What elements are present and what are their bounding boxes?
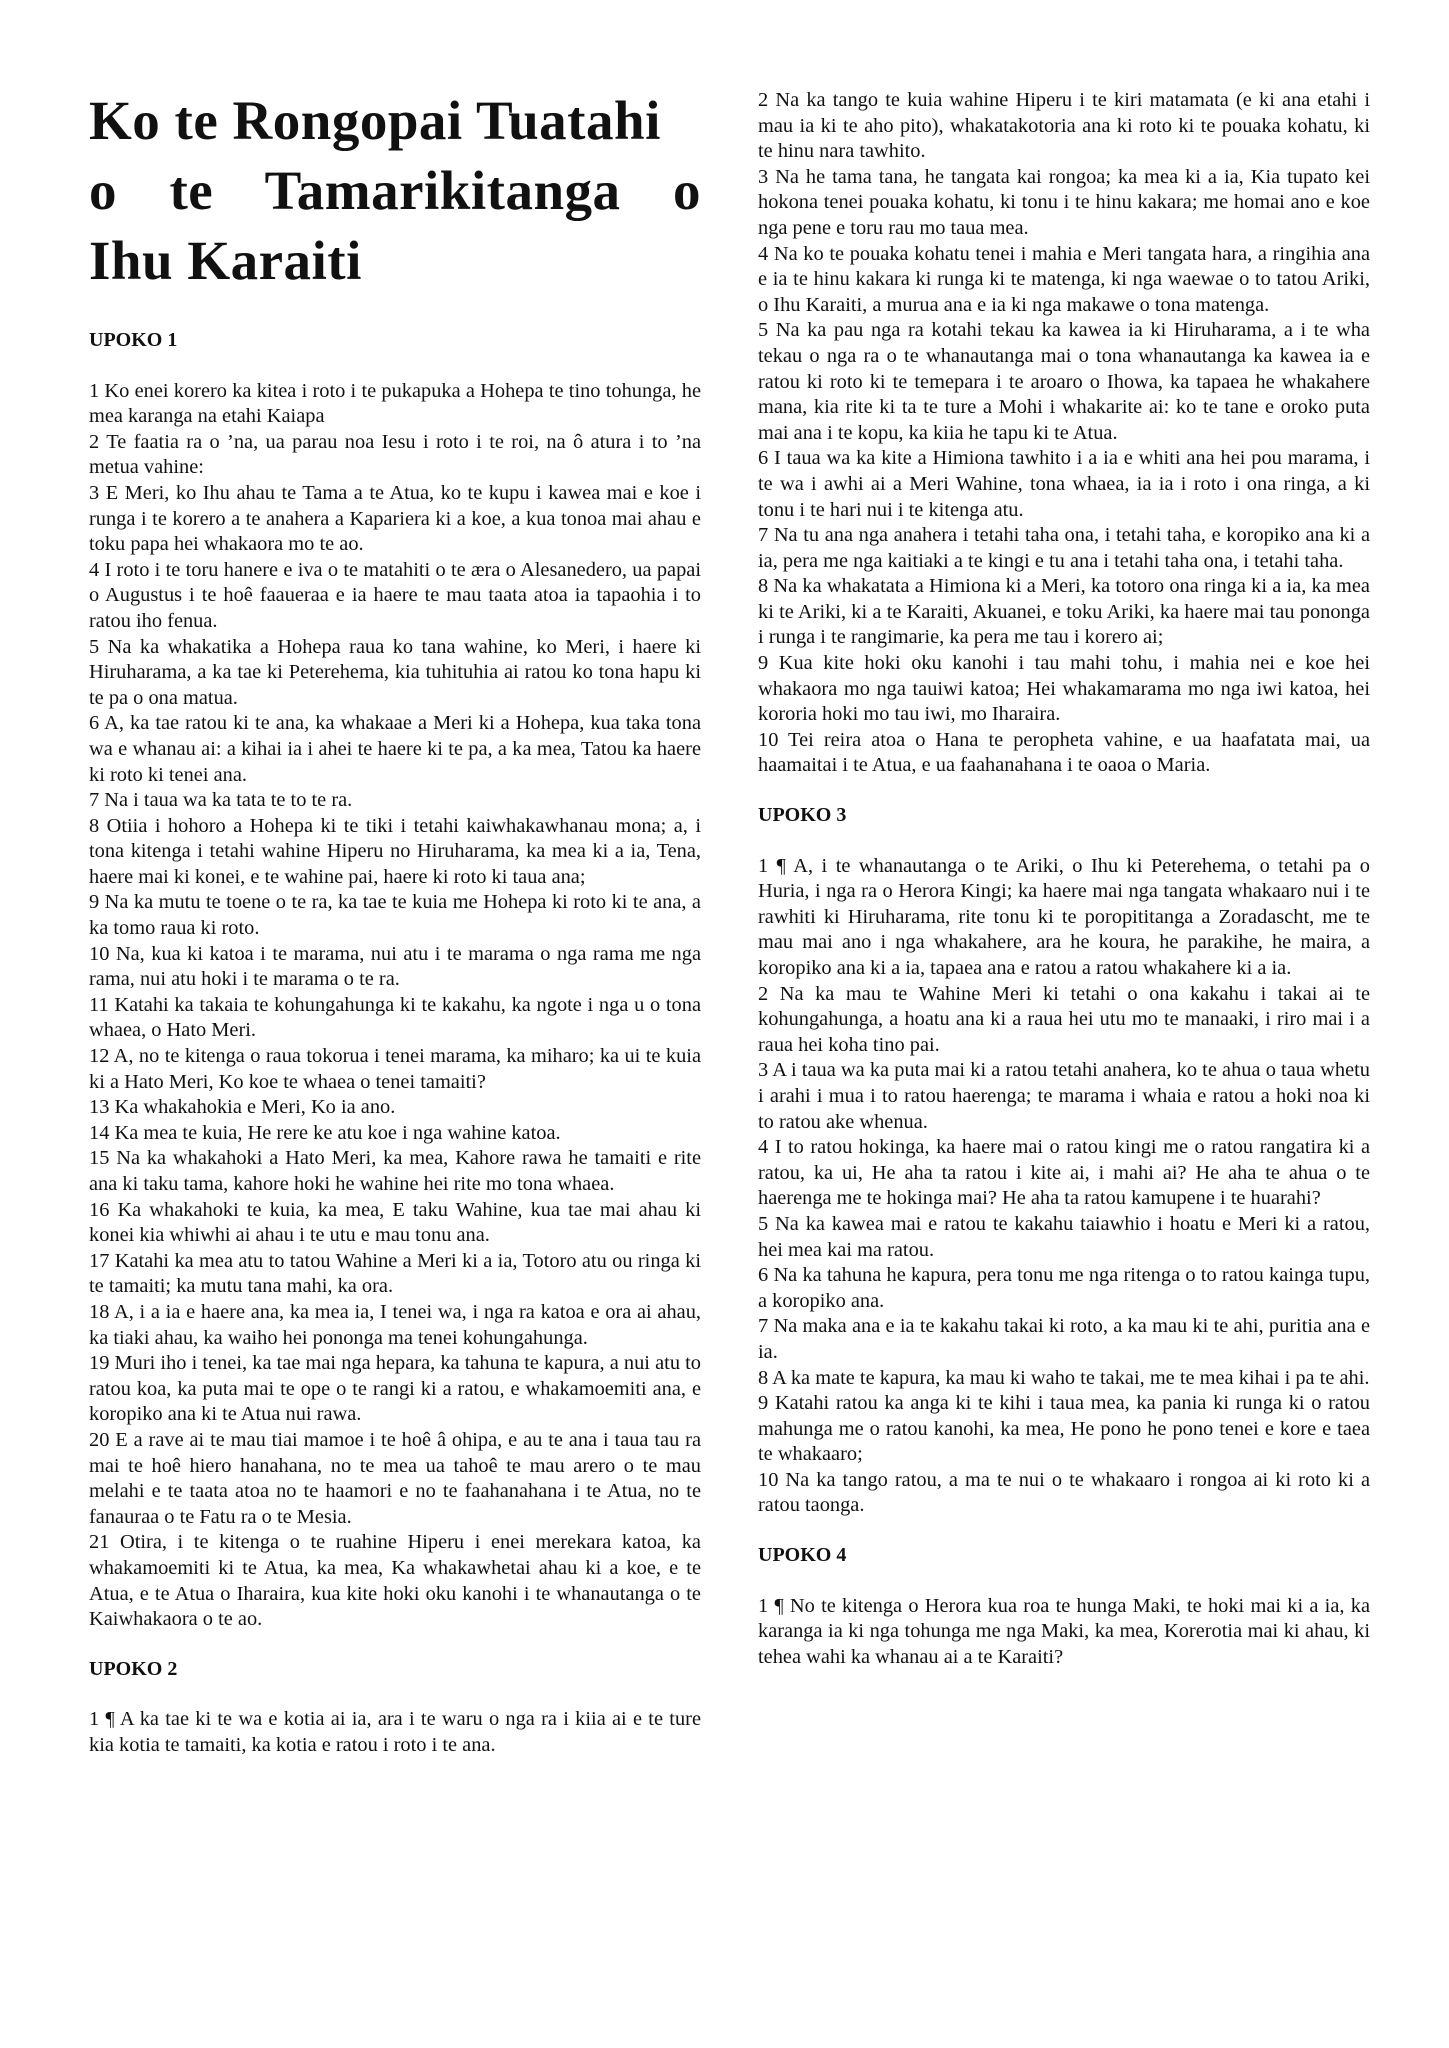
verse: 8 A ka mate te kapura, ka mau ki waho te takai, me te mea kihai i pa te ahi. bbox=[758, 1366, 1370, 1389]
chapter-4 bbox=[758, 1543, 1370, 1670]
verse: 14 Ka mea te kuia, He rere ke atu koe i nga wahine katoa. bbox=[89, 1121, 561, 1144]
verse: 17 Katahi ka mea atu to tatou Wahine a Meri ki a ia, Totoro atu ou ringa ki te tamaiti; ka mutu tana mahi, ka ora. bbox=[89, 1249, 701, 1298]
verse: 8 Otiia i hohoro a Hohepa ki te tiki i tetahi kaiwhakawhanau mona; a, i tona kitenga i tetahi wahine Hiperu no Hiruharama, ka mea ki a ia, Tena, haere mai ki konei, e te wahine pai, haere ki roto ki taua ana; bbox=[89, 814, 701, 888]
verse: 6 I taua wa ka kite a Himiona tawhito i a ia e whiti ana hei pou marama, i te wa i awhi ai a Meri Wahine, tona whaea, ia ia i roto i ona ringa, a ki tonu i te hari nui i te kitenga atu. bbox=[758, 447, 1370, 521]
verse: 3 Na he tama tana, he tangata kai rongoa; ka mea ki a ia, Kia tupato kei hokona tenei pouaka kohatu, ki tonu i te hinu kakara; me homai ano e koe nga pene e toru rau mo taua mea. bbox=[758, 165, 1370, 239]
verse: 20 E a rave ai te mau tiai mamoe i te hoê â ohipa, e au te ana i taua tau ra mai te hoê hiero hanahana, no te mea ua tahoê te mau arero o te mau melahi e te taata atoa no te haamori e no te faahanahana i te Atua, no te fanauraa o te Fatu ra o te Mesia. bbox=[89, 1428, 701, 1528]
verse: 7 Na maka ana e ia te kakahu takai ki roto, a ka mau ki te ahi, puritia ana e ia. bbox=[758, 1315, 1370, 1363]
verse: 18 A, i a ia e haere ana, ka mea ia, I tenei wa, i nga ra katoa e ora ai ahau, ka tiaki ahau, ka waiho hei pononga ma tenei kohungahunga. bbox=[89, 1300, 701, 1349]
verse: 8 Na ka whakatata a Himiona ki a Meri, ka totoro ona ringa ki a ia, ka mea ki te Ariki, ki a te Karaiti, Akuanei, e toku Ariki, ka haere mai tau pononga i runga i te rangimarie, ka pera me tau i korero ai; bbox=[758, 575, 1370, 649]
verse: 19 Muri iho i tenei, ka tae mai nga hepara, ka tahuna te kapura, a nui atu to ratou koa, ka puta mai te ope o te rangi ki a ratou, e whakamoemiti ana, e koropiko ana ki te Atua nui rawa. bbox=[89, 1352, 701, 1426]
verse: 2 Na ka mau te Wahine Meri ki tetahi o ona kakahu i takai ai te kohungahunga, a hoatu ana ki a raua hei utu mo te manaaki, i riro mai i a raua hei koha tino pai. bbox=[758, 982, 1370, 1056]
verse: 7 Na tu ana nga anahera i tetahi taha ona, i tetahi taha, e koropiko ana ki a ia, pera me nga kaitiaki a te kingi e tu ana i tetahi taha ona, i tetahi taha. bbox=[758, 524, 1370, 572]
verse: 1 ¶ A, i te whanautanga o te Ariki, o Ihu ki Peterehema, o tetahi pa o Huria, i nga ra o Herora Kingi; ka haere mai nga tangata whakaaro nui i te rawhiti ki Hiruharama, rite tonu ki te poropititanga a Zoradascht, me te mau mai ano i nga whakahere, ara he koura, he parakihe, he maira, a koropiko ana ki a ia, tapaea ana e ratou a ratou whakahere ki a ia. bbox=[758, 854, 1370, 979]
verse: 5 Na ka pau nga ra kotahi tekau ka kawea ia ki Hiruharama, a i te wha tekau o nga ra o te whanautanga mai o tona whanautanga ka kawea ia e ratou ki roto ki te temepara i te aroaro o Ihowa, ka tapaea he whakahere mana, kia rite ki ta te ture a Mohi i whakarite ai: ko te tane e oroko puta mai ana i te kopu, ka kiia he tapu ki te Atua. bbox=[758, 319, 1370, 444]
verse: 2 Na ka tango te kuia wahine Hiperu i te kiri matamata (e ki ana etahi i mau ia ki te aho pito), whakatakotoria ana ki roto ki te pouaka kohatu, ki te hinu nara tawhito. bbox=[758, 89, 1370, 163]
verse: 16 Ka whakahoki te kuia, ka mea, E taku Wahine, kua tae mai ahau ki konei kia whiwhi ai ahau i te utu e mau tonu ana. bbox=[89, 1198, 701, 1247]
verse: 1 Ko enei korero ka kitea i roto i te pukapuka a Hohepa te tino tohunga, he mea karanga na etahi Kaiapa bbox=[89, 379, 701, 428]
verse: 9 Kua kite hoki oku kanohi i tau mahi tohu, i mahia nei e koe hei whakaora mo nga tauiwi katoa; Hei whakamarama mo nga iwi katoa, hei kororia hoki mo tau iwi, mo Iharaira. bbox=[758, 652, 1370, 726]
left-column bbox=[89, 86, 701, 1782]
verse: 9 Katahi ratou ka anga ki te kihi i taua mea, ka pania ki runga ki o ratou mahunga me o ratou kanohi, ka mea, He pono he pono tenei e kore e taea te whakaaro; bbox=[758, 1392, 1370, 1466]
chapter-heading: UPOKO 2 bbox=[89, 1657, 178, 1680]
chapter-2-start bbox=[89, 1657, 701, 1759]
chapter-2-continued bbox=[758, 88, 1370, 779]
right-column bbox=[758, 88, 1370, 1694]
chapter-heading: UPOKO 3 bbox=[758, 804, 847, 827]
chapter-heading: UPOKO 1 bbox=[89, 329, 178, 351]
verse: 10 Tei reira atoa o Hana te peropheta vahine, e ua haafatata mai, ua haamaitai i te Atua, e ua faahanahana i te oaoa o Maria. bbox=[758, 728, 1370, 777]
title-line: Ko te Rongopai Tuatahi bbox=[89, 90, 661, 151]
verse: 5 Na ka whakatika a Hohepa raua ko tana wahine, ko Meri, i haere ki Hiruharama, a ka tae ki Peterehema, kia tuhituhia ai ratou ko tona hapu ki te pa o ona matua. bbox=[89, 635, 701, 709]
chapter-3 bbox=[758, 803, 1370, 1519]
verse: 6 A, ka tae ratou ki te ana, ka whakaae a Meri ki a Hohepa, kua taka tona wa e whanau ai: a kihai ia i ahei te haere ki te pa, a ka mea, Tatou ka haere ki roto ki tenei ana. bbox=[89, 712, 701, 786]
verse: 4 Na ko te pouaka kohatu tenei i mahia e Meri tangata hara, a ringihia ana e ia te hinu kakara ki runga ki te matenga, ki nga waewae o to tatou Ariki, o Ihu Karaiti, a murua ana e ia ki nga makawe o tona matenga. bbox=[758, 242, 1370, 316]
chapter-1 bbox=[89, 328, 701, 1633]
verse: 3 A i taua wa ka puta mai ki a ratou tetahi anahera, ko te ahua o taua whetu i arahi i mua i to ratou haerenga; te marama i whaia e ratou a hoki noa ki to ratou ake whenua. bbox=[758, 1059, 1370, 1133]
verse: 10 Na ka tango ratou, a ma te nui o te whakaaro i rongoa ai ki roto ki a ratou taonga. bbox=[758, 1468, 1370, 1517]
verse: 6 Na ka tahuna he kapura, pera tonu me nga ritenga o to ratou kainga tupu, a koropiko ana. bbox=[758, 1264, 1370, 1312]
document-title bbox=[89, 86, 701, 296]
verse: 7 Na i taua wa ka tata te to te ra. bbox=[89, 789, 353, 812]
verse: 15 Na ka whakahoki a Hato Meri, ka mea, Kahore rawa he tamaiti e rite ana ki taku tama, kahore hoki he wahine hei rite mo tona whaea. bbox=[89, 1147, 701, 1195]
title-line: Ihu Karaiti bbox=[89, 230, 362, 291]
verse: 10 Na, kua ki katoa i te marama, nui atu i te marama o nga rama me nga rama, nui atu hoki i te marama o te ra. bbox=[89, 942, 701, 991]
verse: 4 I roto i te toru hanere e iva o te matahiti o te æra o Alesanedero, ua papai o Augustus i te hoê faaueraa e ia haere te mau taata atoa ia tapaohia i to ratou iho fenua. bbox=[89, 558, 701, 632]
title-line: o te Tamarikitanga o bbox=[89, 160, 701, 221]
verse: 11 Katahi ka takaia te kohungahunga ki te kakahu, ka ngote i nga u o tona whaea, o Hato Meri. bbox=[89, 993, 701, 1042]
verse: 9 Na ka mutu te toene o te ra, ka tae te kuia me Hohepa ki roto ki te ana, a ka tomo raua ki roto. bbox=[89, 891, 701, 940]
verse: 21 Otira, i te kitenga o te ruahine Hiperu i enei merekara katoa, ka whakamoemiti ki te Atua, ka mea, Ka whakawhetai ahau ki a koe, e te Atua, e te Atua o Iharaira, kua kite hoki oku kanohi i te whanautanga o te Kaiwhakaora o te ao. bbox=[89, 1531, 701, 1631]
verse: 4 I to ratou hokinga, ka haere mai o ratou kingi me o ratou rangatira ki a ratou, ka ui, He aha ta ratou i kite ai, i mahi ai? He aha te ahua o te haerenga me te hokinga mai? He aha ta ratou kamupene i te huarahi? bbox=[758, 1136, 1370, 1210]
verse: 2 Te faatia ra o ’na, ua parau noa Iesu i roto i te roi, na ô atura i to ’na metua vahine: bbox=[89, 430, 701, 479]
verse: 13 Ka whakahokia e Meri, Ko ia ano. bbox=[89, 1096, 396, 1119]
verse: 12 A, no te kitenga o raua tokorua i tenei marama, ka miharo; ka ui te kuia ki a Hato Meri, Ko koe te whaea o tenei tamaiti? bbox=[89, 1045, 701, 1093]
verse: 3 E Meri, ko Ihu ahau te Tama a te Atua, ko te kupu i kawea mai e koe i runga i te korero a te anahera a Kapariera ki a koe, a kua tonoa mai ahau e toku papa hei whakaora mo te ao. bbox=[89, 481, 701, 556]
verse: 5 Na ka kawea mai e ratou te kakahu taiawhio i hoatu e Meri ki a ratou, hei mea kai ma ratou. bbox=[758, 1212, 1370, 1261]
verse: 1 ¶ No te kitenga o Herora kua roa te hunga Maki, te hoki mai ki a ia, ka karanga ia ki nga tohunga me nga Maki, ka mea, Korerotia mai ki ahau, ki tehea wahi ka whanau ai a te Karaiti? bbox=[758, 1594, 1370, 1668]
chapter-heading: UPOKO 4 bbox=[758, 1544, 847, 1567]
verse: 1 ¶ A ka tae ki te wa e kotia ai ia, ara i te waru o nga ra i kiia ai e te ture kia kotia te tamaiti, ka kotia e ratou i roto i te ana. bbox=[89, 1708, 701, 1756]
